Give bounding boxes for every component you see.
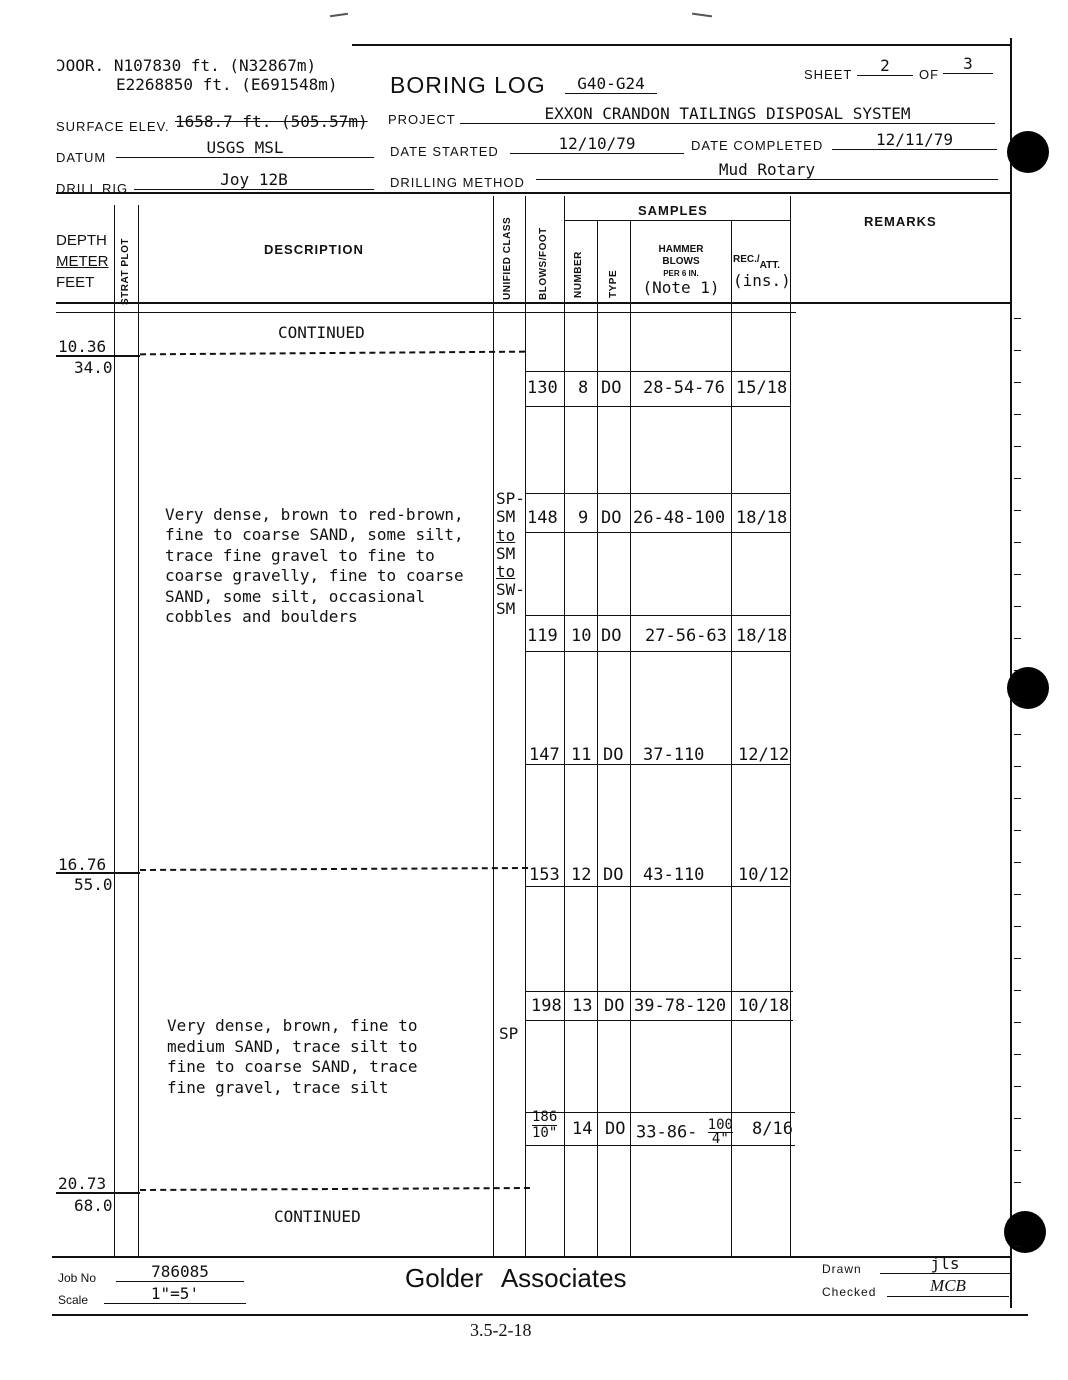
description-line: SAND, some silt, occasional: [165, 586, 426, 606]
sample-hammer: 27-56-63: [645, 626, 727, 646]
sample-blows: 119: [527, 626, 558, 646]
unified-class: [499, 1024, 518, 1043]
sheet-number: 2: [857, 56, 913, 76]
job-no-label: Job No: [58, 1271, 97, 1285]
depth-meter-2: 16.76: [58, 855, 107, 874]
margin-tick: [1014, 894, 1021, 895]
sample-recovery: 15/18: [736, 378, 788, 398]
class-line: SM: [496, 598, 516, 618]
coord-east: E2268850 ft. (E691548m): [116, 75, 338, 94]
stratum-boundary-dashed: [140, 351, 525, 356]
checked-value: MCB: [887, 1276, 1009, 1297]
class-line: SM: [496, 543, 516, 563]
sample-recovery: 18/18: [736, 508, 788, 528]
margin-tick: [1014, 830, 1021, 831]
of-label: OF: [919, 67, 940, 82]
margin-tick: [1014, 638, 1021, 639]
hammer-label-1: HAMMER: [658, 244, 704, 255]
drilling-method-value: Mud Rotary: [536, 160, 998, 180]
hammer-label-3: PER 6 IN.: [663, 269, 699, 278]
class-line: SW-: [496, 580, 525, 600]
drill-rig-label: DRILL RIG: [56, 181, 129, 196]
hammer-header: [632, 244, 730, 296]
sample-row-line: [525, 991, 793, 992]
date-completed-label: DATE COMPLETED: [691, 138, 824, 153]
bottom-border: [52, 1314, 1028, 1316]
margin-tick: [1014, 1086, 1021, 1087]
stratum-description: [167, 1016, 417, 1098]
strat-plot-label: STRAT PLOT: [120, 237, 131, 305]
samples-header: SAMPLES: [638, 203, 708, 218]
project-value: EXXON CRANDON TAILINGS DISPOSAL SYSTEM: [460, 104, 995, 124]
sample-blows-top: 186: [532, 1109, 558, 1125]
sample-type: DO: [601, 626, 622, 646]
margin-tick: [1014, 1054, 1021, 1055]
sheet-label: SHEET: [804, 67, 853, 82]
sample-hammer-main: 33-86-: [636, 1122, 698, 1143]
sample-hammer-frac-top: 100: [707, 1117, 733, 1133]
margin-tick: [1014, 702, 1021, 703]
col-line-number: [597, 220, 598, 1258]
sample-number: 14: [572, 1119, 593, 1139]
description-line: fine to coarse SAND, some silt,: [165, 525, 464, 545]
description-line: trace fine gravel to fine to: [165, 545, 435, 565]
sample-type: DO: [604, 996, 625, 1016]
scan-mark: [330, 13, 348, 17]
sample-row-line: [525, 1112, 795, 1113]
margin-tick: [1014, 1022, 1021, 1023]
sample-hammer: 39-78-120: [634, 996, 727, 1016]
unified-class-label: UNIFIED CLASS: [502, 216, 513, 300]
sample-row-line: [525, 406, 790, 407]
coordinates: [56, 56, 338, 94]
scan-mark: [692, 13, 712, 18]
drill-rig-value: Joy 12B: [134, 170, 374, 190]
depth-feet-2: 55.0: [74, 875, 113, 894]
sample-hammer: 26-48-100: [633, 508, 726, 528]
unified-class: [496, 490, 525, 618]
company-name: Golder Associates: [405, 1263, 627, 1293]
margin-tick: [1014, 542, 1021, 543]
stratum-description: [165, 505, 464, 627]
margin-tick: [1014, 606, 1021, 607]
footer-top-line: [52, 1256, 1012, 1258]
sample-hammer-frac-bottom: 4": [711, 1131, 729, 1147]
col-line-strat: [138, 205, 139, 1258]
margin-tick: [1014, 1246, 1021, 1247]
margin-tick: [1014, 862, 1021, 863]
header-double-line: [56, 312, 796, 313]
rec-header: [733, 254, 791, 290]
margin-tick: [1014, 1150, 1021, 1151]
depth-meter-1: 10.36: [58, 337, 107, 356]
margin-tick: [1014, 926, 1021, 927]
sample-blows-fraction: [532, 1110, 557, 1141]
sample-hammer-fraction: [708, 1119, 733, 1146]
sample-recovery: 10/18: [738, 996, 790, 1016]
sample-number: 13: [572, 996, 593, 1016]
margin-tick: [1014, 734, 1021, 735]
datum-value: USGS MSL: [116, 138, 374, 158]
samples-header-line: [564, 220, 790, 221]
description-line: Very dense, brown, fine to: [167, 1016, 418, 1035]
margin-tick: [1014, 958, 1021, 959]
coord-north: N107830 ft. (N32867m): [113, 56, 317, 75]
description-line: Very dense, brown to red-brown,: [165, 505, 464, 524]
checked-label: Checked: [822, 1285, 877, 1299]
stratum-boundary: [56, 355, 140, 357]
sample-blows: 148: [527, 508, 558, 528]
margin-tick: [1014, 446, 1021, 447]
sample-row-line: [525, 1020, 793, 1021]
blows-foot-label: BLOWS/FOOT: [538, 227, 549, 300]
depth-meter-3: 20.73: [58, 1174, 107, 1193]
sample-type: DO: [605, 1119, 626, 1139]
col-line-depth: [114, 205, 115, 1258]
rec-units: (ins.): [733, 271, 791, 290]
hammer-note: (Note 1): [642, 278, 720, 297]
sample-recovery: 18/18: [736, 626, 788, 646]
class-line: SP-: [496, 489, 525, 508]
drawn-value: jls: [880, 1254, 1010, 1274]
sample-row-line: [525, 886, 790, 887]
boring-id: G40-G24: [565, 74, 657, 94]
table-top-line: [56, 192, 1011, 194]
remarks-header: REMARKS: [864, 214, 937, 229]
col-line-rec: [790, 196, 791, 1258]
sample-number: 11: [571, 745, 592, 765]
margin-tick: [1014, 1182, 1021, 1183]
project-label: PROJECT: [388, 112, 456, 127]
depth-header: [56, 230, 109, 293]
sample-hammer: 43-110: [643, 865, 705, 885]
binder-hole: [1007, 131, 1049, 173]
date-started-value: 12/10/79: [510, 134, 684, 154]
date-completed-value: 12/11/79: [832, 130, 997, 150]
drilling-method-label: DRILLING METHOD: [390, 175, 525, 190]
description-line: fine gravel, trace silt: [167, 1077, 389, 1097]
margin-tick: [1014, 1118, 1021, 1119]
sample-row-line: [525, 371, 790, 372]
depth-feet-1: 34.0: [74, 358, 113, 377]
page-number: 3.5-2-18: [470, 1320, 532, 1340]
margin-tick: [1014, 414, 1021, 415]
header-bottom-line: [56, 302, 1011, 304]
col-line-blows: [564, 196, 565, 1258]
sample-blows: 153: [529, 865, 560, 885]
sample-number: 10: [571, 626, 592, 646]
description-line: cobbles and boulders: [165, 607, 358, 627]
stratum-boundary-dashed: [140, 1187, 530, 1191]
job-no-value: 786085: [116, 1262, 244, 1282]
margin-tick: [1014, 510, 1021, 511]
continued-bottom: CONTINUED: [274, 1207, 361, 1226]
description-line: medium SAND, trace silt to: [167, 1036, 418, 1056]
top-border: [352, 44, 1010, 46]
scale-value: 1"=5': [104, 1284, 246, 1304]
margin-tick: [1014, 318, 1021, 319]
sample-recovery: 10/12: [738, 865, 790, 885]
sample-hammer: [636, 1119, 733, 1146]
depth-label: DEPTH: [56, 232, 107, 249]
depth-feet-3: 68.0: [74, 1196, 113, 1215]
binder-hole: [1004, 1211, 1046, 1253]
col-line-hammer: [731, 220, 732, 1258]
margin-tick: [1014, 574, 1021, 575]
scale-label: Scale: [58, 1293, 89, 1307]
sample-blows: 147: [529, 745, 560, 765]
sample-row-line: [525, 493, 790, 494]
sample-type: DO: [603, 745, 624, 765]
margin-tick: [1014, 798, 1021, 799]
margin-tick: [1014, 990, 1021, 991]
margin-tick: [1014, 350, 1021, 351]
sample-hammer: 37-110: [643, 745, 705, 765]
sample-type: DO: [601, 378, 622, 398]
rec-label: REC./: [733, 254, 760, 265]
margin-tick: [1014, 1214, 1021, 1215]
sample-number: 8: [578, 378, 589, 398]
coord-label: ƆOOR.: [56, 56, 105, 75]
sheet-total: 3: [943, 54, 993, 74]
date-started-label: DATE STARTED: [390, 144, 499, 159]
hammer-label-2: BLOWS: [662, 256, 700, 267]
sample-blows: 130: [527, 378, 558, 398]
stratum-boundary: [56, 872, 140, 874]
margin-tick: [1014, 670, 1021, 671]
sample-blows: 198: [531, 996, 562, 1016]
continued-top: CONTINUED: [278, 323, 365, 342]
class-line: SM: [496, 507, 516, 527]
class-line: to: [496, 525, 516, 545]
sample-type: DO: [601, 508, 622, 528]
margin-tick: [1014, 382, 1021, 383]
col-line-class: [525, 196, 526, 1258]
drawn-label: Drawn: [822, 1262, 862, 1276]
number-label: NUMBER: [573, 251, 584, 298]
col-line-desc: [493, 196, 494, 1258]
surface-elev-label: SURFACE ELEV.: [56, 119, 170, 134]
att-label: ATT.: [759, 260, 781, 271]
datum-label: DATUM: [56, 150, 107, 165]
sample-row-line: [525, 651, 790, 652]
description-line: fine to coarse SAND, trace: [167, 1057, 418, 1076]
sample-hammer: 28-54-76: [643, 378, 725, 398]
stratum-boundary-dashed: [140, 867, 528, 871]
sample-blows-bottom: 10": [532, 1125, 558, 1141]
description-header: DESCRIPTION: [264, 242, 364, 257]
sample-number: 9: [578, 508, 589, 528]
sample-row-line: [525, 532, 790, 533]
sample-type: DO: [603, 865, 624, 885]
col-line-type: [630, 220, 631, 1258]
class-line: SP: [499, 1024, 519, 1043]
margin-tick: [1014, 766, 1021, 767]
sample-recovery: 12/12: [738, 745, 790, 765]
class-line: to: [496, 562, 516, 582]
meter-label: METER: [56, 253, 109, 270]
surface-elev-value: 1658.7 ft. (505.57m): [175, 112, 368, 131]
description-line: coarse gravelly, fine to coarse: [165, 566, 464, 586]
page-title: BORING LOG: [390, 72, 546, 98]
sample-row-line: [525, 615, 790, 616]
stratum-boundary: [56, 1192, 140, 1194]
margin-tick: [1014, 478, 1021, 479]
sample-recovery: 8/16: [752, 1119, 793, 1139]
sample-number: 12: [571, 865, 592, 885]
type-label: TYPE: [608, 269, 619, 298]
feet-label: FEET: [56, 274, 95, 291]
